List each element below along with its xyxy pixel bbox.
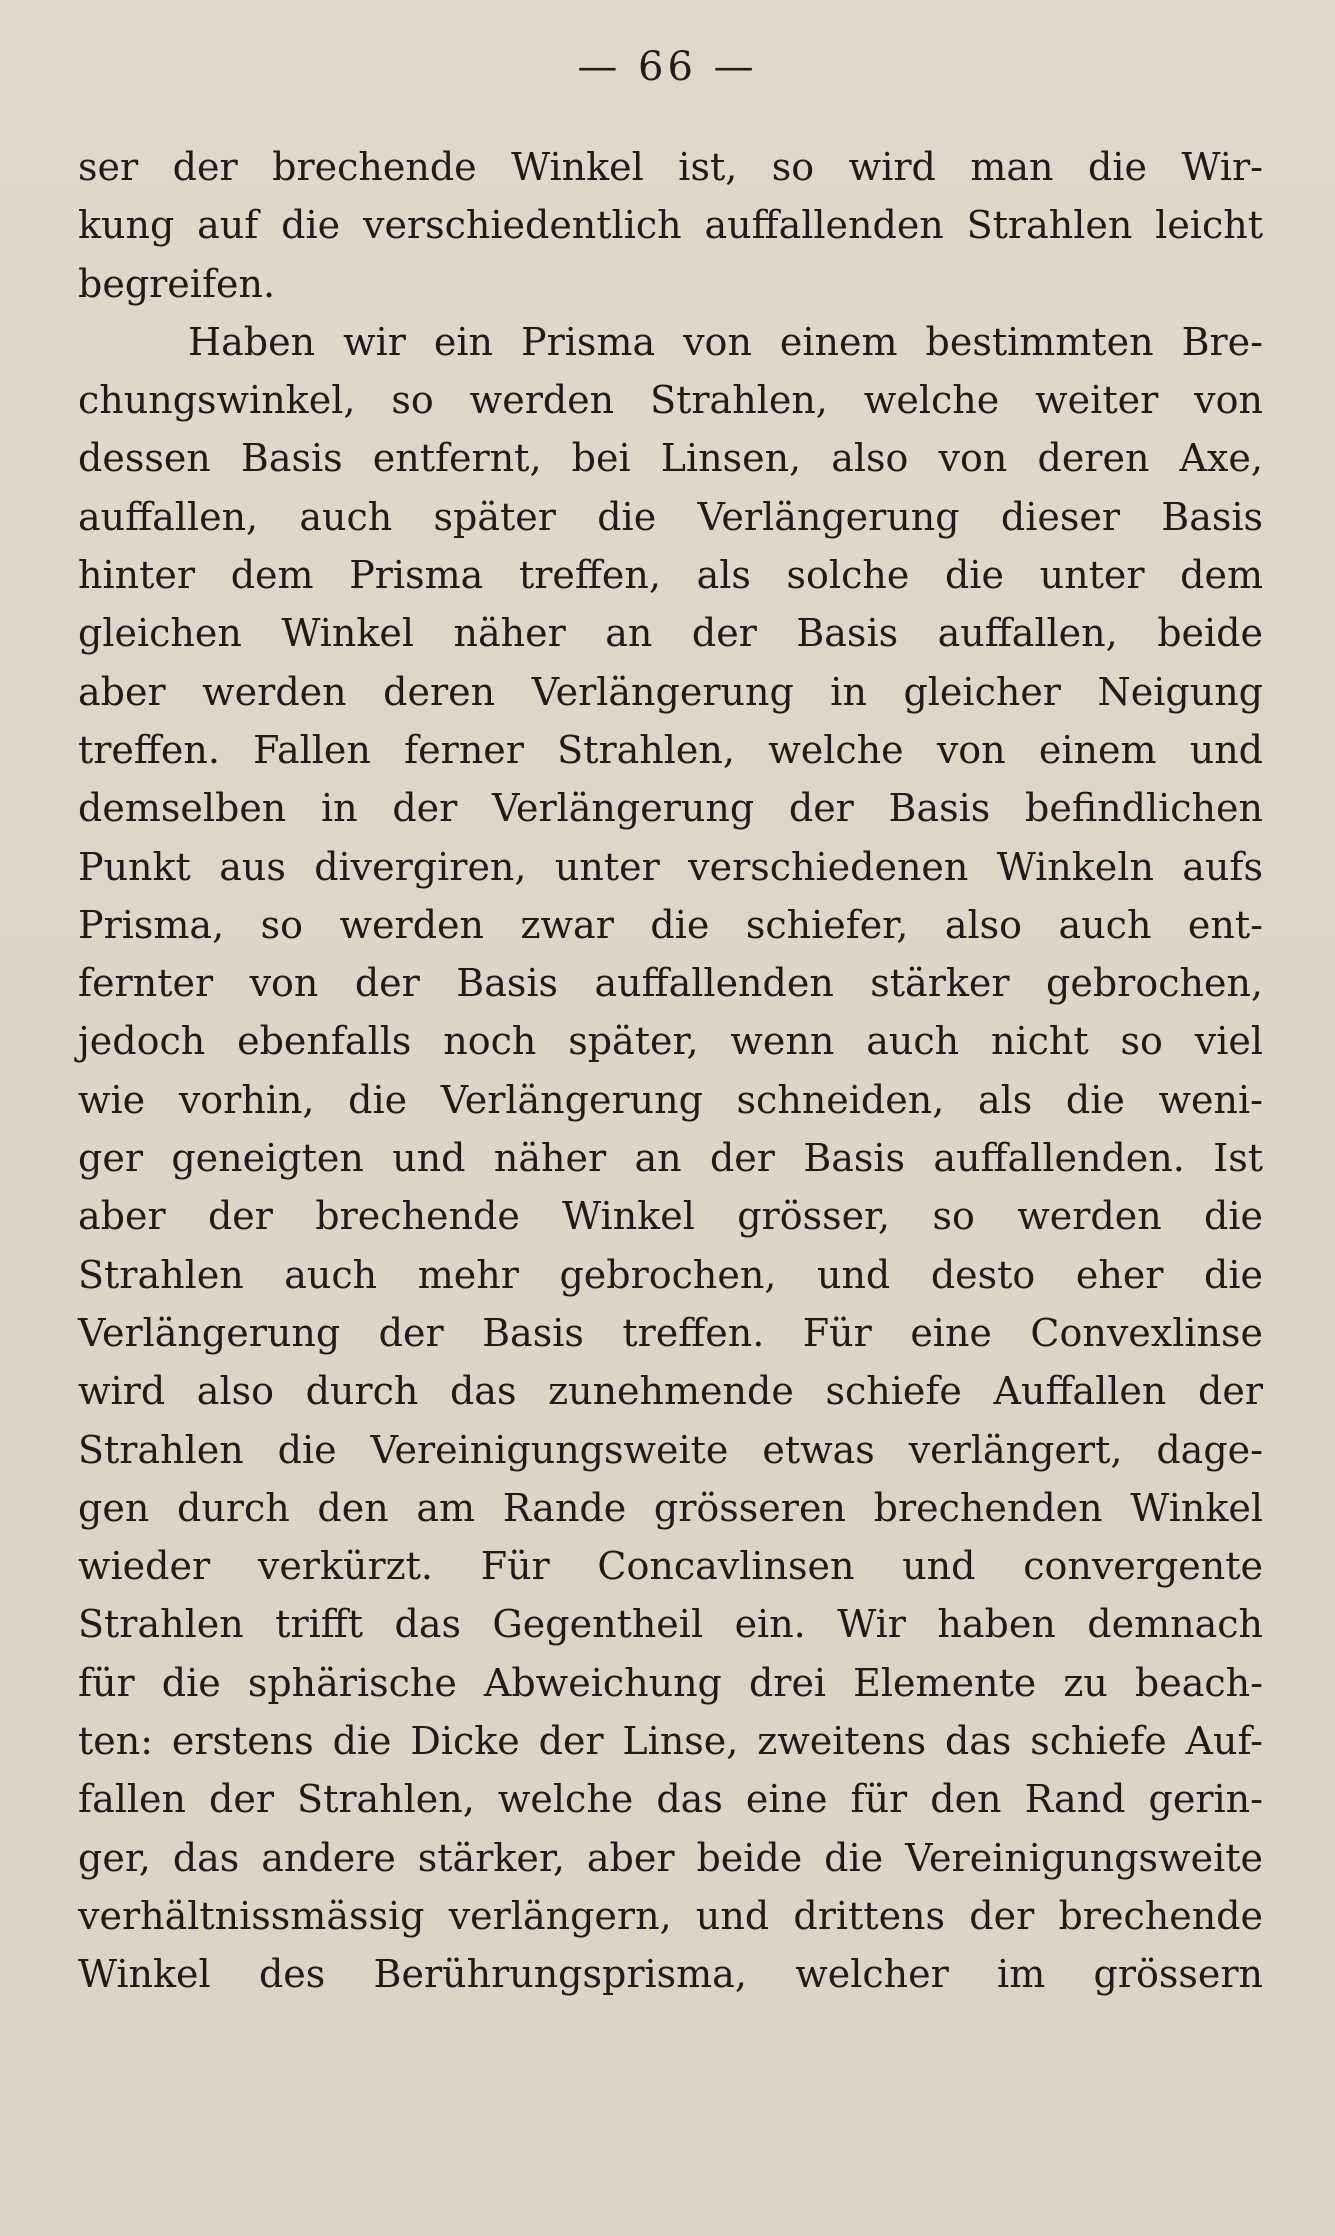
text-line: Verlängerung der Basis treffen. Für eine Convexlinse — [78, 1310, 1263, 1355]
text-line: wie vorhin, die Verlängerung schneiden, als die weni- — [78, 1077, 1263, 1122]
text-line: Punkt aus divergiren, unter verschiedenen Winkeln aufs — [78, 844, 1263, 889]
text-line: Haben wir ein Prisma von einem bestimmten Bre- — [188, 319, 1263, 364]
text-line: aber werden deren Verlängerung in gleicher Neigung — [78, 669, 1263, 714]
text-line: ten: erstens die Dicke der Linse, zweitens das schiefe Auf- — [78, 1719, 1263, 1764]
text-line: Strahlen die Vereinigungsweite etwas verlängert, dage- — [78, 1427, 1263, 1472]
text-line: gen durch den am Rande grösseren brechenden Winkel — [78, 1485, 1263, 1530]
text-line: auffallen, auch später die Verlängerung dieser Basis — [78, 494, 1263, 539]
text-line: ser der brechende Winkel ist, so wird man die Wir- — [78, 145, 1263, 189]
text-line: für die sphärische Abweichung drei Elemente zu beach- — [78, 1660, 1263, 1705]
body-text — [78, 138, 1263, 2004]
text-line: fallen der Strahlen, welche das eine für den Rand gerin- — [78, 1777, 1263, 1822]
text-line: demselben in der Verlängerung der Basis befindlichen — [78, 786, 1263, 831]
text-line: Winkel des Berührungsprisma, welcher im grössern — [78, 1952, 1263, 1997]
text-line: aber der brechende Winkel grösser, so werden die — [78, 1194, 1263, 1239]
text-line: ger, das andere stärker, aber beide die Vereinigungsweite — [78, 1835, 1263, 1880]
text-line: dessen Basis entfernt, bei Linsen, also von deren Axe, — [78, 436, 1263, 481]
text-line: begreifen. — [78, 261, 276, 306]
text-line: kung auf die verschiedentlich auffallenden Strahlen leicht — [78, 203, 1263, 248]
text-line: Strahlen auch mehr gebrochen, und desto eher die — [78, 1252, 1263, 1297]
text-line: wird also durch das zunehmende schiefe Auffallen der — [78, 1369, 1263, 1414]
text-line: ger geneigten und näher an der Basis auffallenden. Ist — [78, 1136, 1263, 1181]
text-line: gleichen Winkel näher an der Basis auffallen, beide — [78, 611, 1263, 656]
text-line: chungswinkel, so werden Strahlen, welche weiter von — [78, 378, 1263, 423]
text-line: jedoch ebenfalls noch später, wenn auch nicht so viel — [78, 1019, 1263, 1064]
text-line: hinter dem Prisma treffen, als solche die unter dem — [78, 553, 1263, 598]
text-line: Strahlen trifft das Gegentheil ein. Wir haben demnach — [78, 1602, 1263, 1647]
page-number: — 66 — — [577, 44, 758, 90]
text-line: Prisma, so werden zwar die schiefer, also auch ent- — [78, 902, 1263, 947]
text-line: fernter von der Basis auffallenden stärker gebrochen, — [78, 961, 1263, 1006]
text-line: verhältnissmässig verlängern, und drittens der brechende — [78, 1893, 1263, 1938]
text-line: treffen. Fallen ferner Strahlen, welche von einem und — [78, 727, 1263, 772]
text-line: wieder verkürzt. Für Concavlinsen und convergente — [78, 1544, 1263, 1589]
